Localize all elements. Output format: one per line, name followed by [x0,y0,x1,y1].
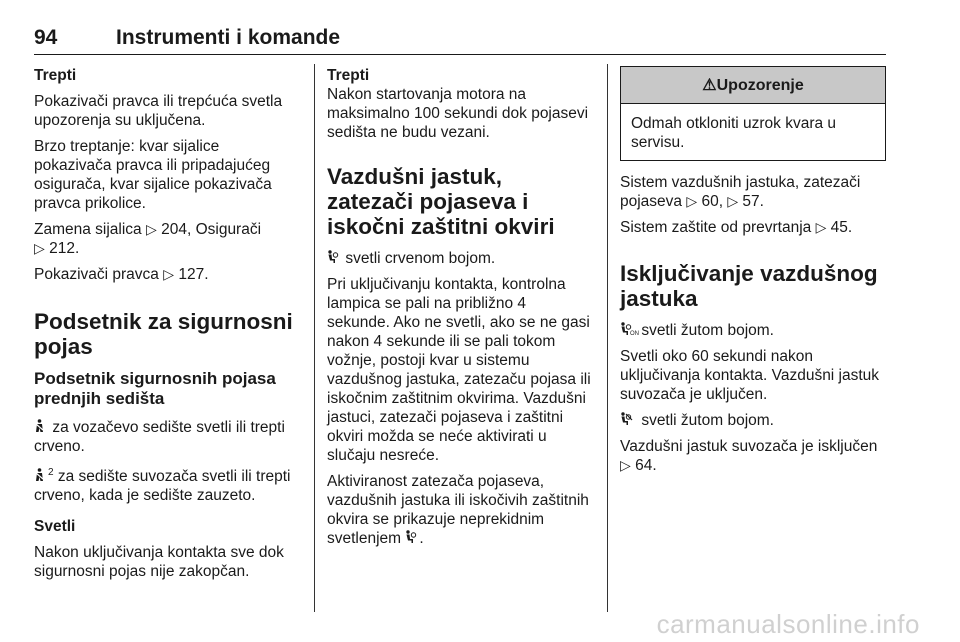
watermark: carmanualsonline.info [656,609,920,639]
subsection-heading: Podsetnik sigurnosnih pojasa prednjih sedišta [34,369,276,408]
paragraph: za vozačevo sedište svetli ili trepti crveno. [34,419,285,455]
paragraph: Brzo treptanje: kvar sijalice pokazivača pravca ili pripadajućeg osigurača, kvar sijalice pokazivača pravca prikolice. [34,138,272,212]
paragraph: Aktiviranost zatezača pojaseva, vazdušnih jastuka ili iskočivih zaštitnih okvira se prikazuje neprekidnim svetlenjem . [327,473,589,547]
paragraph: Pokazivači pravca ▷ 127. [34,266,209,283]
xref-triangle-icon: ▷ [727,193,739,209]
airbag-on-icon [620,322,639,337]
paragraph: Zamena sijalica ▷ 204, Osigurači ▷ 212. [34,221,262,257]
column-left [34,66,300,588]
paragraph: Svetli oko 60 sekundi nakon uključivanja kontakta. Vazdušni jastuk suvozača je uključen. [620,348,880,403]
paragraph: $^2$ za sedište suvozača svetli ili trepti crveno, kada je sedište zauzeto. [34,467,291,505]
svg-text:ON: ON [630,331,639,337]
paragraph: ON svetli žutom bojom. [620,321,886,340]
paragraph: svetli crvenom bojom. [327,249,592,268]
paragraph: Nakon startovanja motora na maksimalno 100 sekundi dok pojasevi sedišta ne budu vezani. [327,86,589,141]
xref-triangle-icon: ▷ [163,266,175,282]
warning-box [620,66,886,161]
paragraph: Vazdušni jastuk suvozača je isključen ▷ 64. [620,438,878,474]
section-heading: Vazdušni jastuk, zatezači pojaseva i iskočni zaštitni okviri [327,164,555,239]
xref-triangle-icon: ▷ [620,457,631,473]
paragraph: Pokazivači pravca ili trepćuća svetla upozorenja su uključena. [34,93,283,129]
section-heading: Podsetnik za sigurnosni pojas [34,309,293,359]
airbag-icon [405,530,416,544]
subheading-blinks: Trepti [34,67,77,84]
xref-triangle-icon: ▷ [686,193,698,209]
column-divider [607,64,608,612]
column-right [620,66,886,482]
column-divider [314,64,315,612]
airbag-off-icon [620,412,634,426]
subheading-blinks: Trepti [327,67,370,84]
xref-triangle-icon: ▷ [34,240,45,256]
subheading-lit: Svetli [34,518,76,536]
column-middle [327,66,592,555]
warning-header: ⚠Upozorenje [621,67,885,104]
seatbelt-icon [34,419,45,433]
section-heading: Isključivanje vazdušnog jastuka [620,261,878,311]
paragraph: Pri uključivanju kontakta, kontrolna lampica se pali na približno 4 sekunde. Ako ne svetli, ako se ne gasi nakon 4 sekunde ili se pali tokom vožnje, postoji kvar u sistemu vazdušnog jastuka, zatezaču pojasa ili iskočnim zaštitnim okvirima. Vazdušni jastuci, zatezači pojaseva i zaštitni okviri možda se neće aktivirati u slučaju nesreće. [327,276,591,464]
xref-triangle-icon: ▷ [146,221,157,237]
paragraph: svetli žutom bojom. [620,411,886,430]
paragraph: Nakon uključivanja kontakta sve dok sigurnosni pojas nije zakopčan. [34,544,284,581]
xref-triangle-icon: ▷ [815,219,827,235]
page-header [34,22,886,55]
paragraph: Sistem vazdušnih jastuka, zatezači pojaseva ▷ 60, ▷ 57. [620,174,861,210]
paragraph: Sistem zaštite od prevrtanja ▷ 45. [620,219,853,236]
chapter-title: Instrumenti i komande [116,26,341,49]
warning-triangle-icon: ⚠ [702,77,717,94]
page-number: 94 [34,26,58,49]
warning-body: Odmah otkloniti uzrok kvara u servisu. [631,115,837,151]
seatbelt-icon [34,468,45,482]
airbag-icon [327,250,338,264]
